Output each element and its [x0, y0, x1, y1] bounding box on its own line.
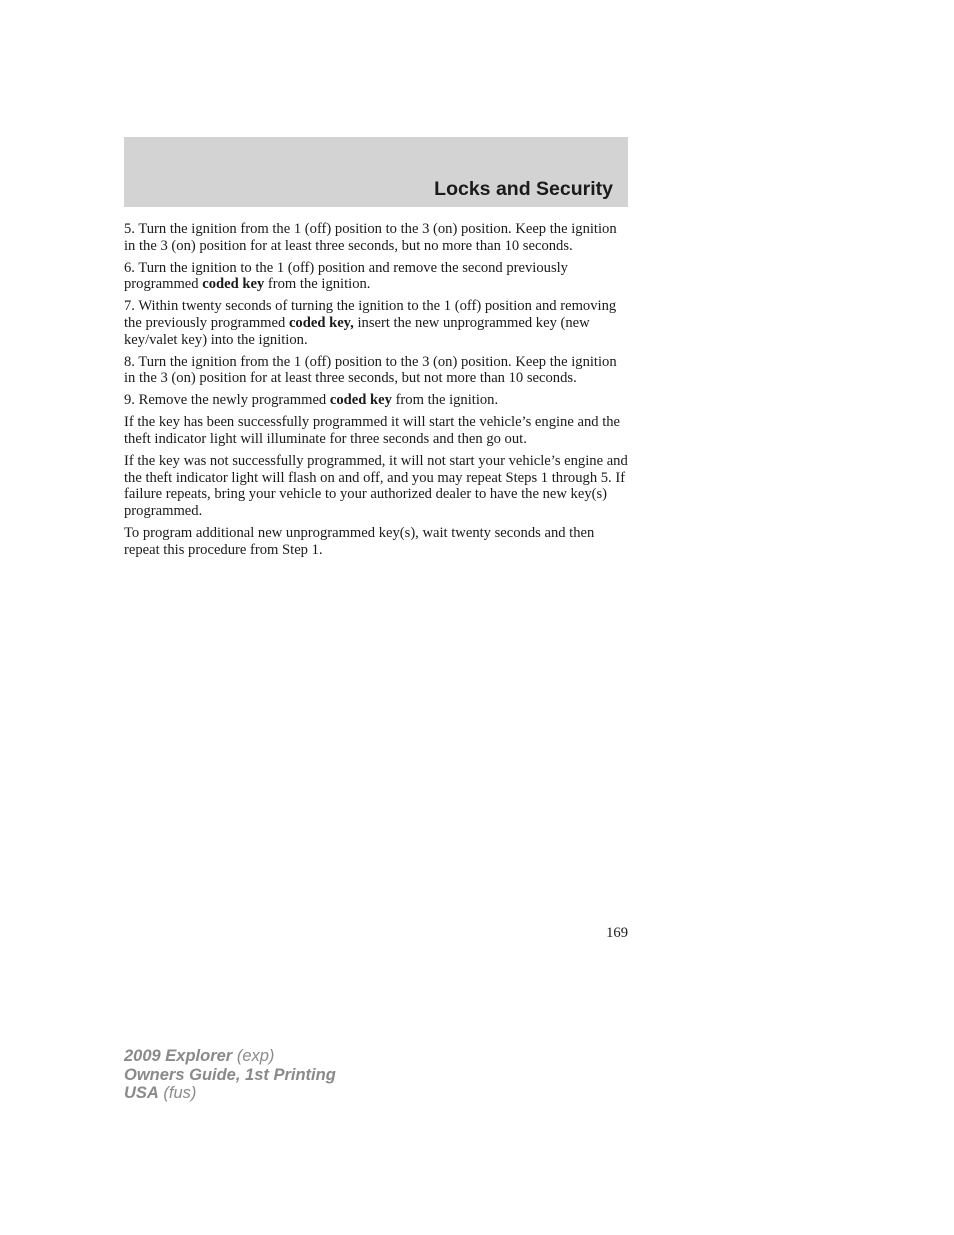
footer-line-model: [124, 1047, 336, 1066]
paragraph-text: To program additional new unprogrammed key(s), wait twenty seconds and then repeat this procedure from Step 1.: [124, 525, 595, 558]
footer-region-code: (fus): [158, 1084, 197, 1102]
paragraph: [124, 260, 628, 293]
bold-term: coded key,: [288, 314, 354, 331]
paragraph-text: 9. Remove the newly programmed: [124, 392, 330, 409]
paragraph: [124, 414, 628, 447]
section-title: Locks and Security: [434, 178, 613, 200]
paragraph-text: If the key has been successfully programmed it will start the vehicle’s engine and the theft indicator light will illuminate for three seconds and then go out.: [124, 414, 621, 448]
footer-model-name: 2009 Explorer: [124, 1047, 233, 1065]
paragraph-text: from the ignition.: [391, 392, 499, 409]
footer-line-region: [124, 1084, 336, 1103]
document-footer: [124, 1047, 336, 1103]
footer-line-guide: [124, 1066, 336, 1085]
body-content: [124, 221, 628, 564]
bold-term: coded key: [202, 276, 265, 293]
paragraph-text: from the ignition.: [264, 276, 371, 293]
footer-model-code: (exp): [232, 1047, 275, 1065]
page-number: 169: [606, 925, 628, 941]
paragraph-text: If the key was not successfully programmed, it will not start your vehicle’s engine and the theft indicator light will flash on and off, and you may repeat Steps 1 through 5. If failure repeats, bring your vehicle to your authorized dealer to have the new key(s) programmed.: [124, 453, 628, 519]
paragraph: [124, 392, 628, 409]
footer-region-name: USA: [124, 1084, 159, 1102]
paragraph-text: 7. Within twenty seconds of turning the ignition to the 1 (off) position and removing the previously programmed: [124, 298, 617, 331]
paragraph-text: 8. Turn the ignition from the 1 (off) position to the 3 (on) position. Keep the ignition in the 3 (on) position for at least three seconds, but not more than 10 seconds.: [124, 353, 617, 387]
paragraph: [124, 525, 628, 558]
paragraph-text: 5. Turn the ignition from the 1 (off) position to the 3 (on) position. Keep the ignition in the 3 (on) position for at least three seconds, but no more than 10 seconds.: [124, 221, 617, 254]
footer-guide-name: Owners Guide, 1st Printing: [124, 1065, 336, 1084]
paragraph-text: 6. Turn the ignition to the 1 (off) position and remove the second previously programmed: [124, 259, 568, 293]
paragraph: [124, 298, 628, 348]
paragraph: [124, 453, 628, 519]
paragraph: [124, 221, 628, 254]
paragraph-text: insert the new unprogrammed key (new key/valet key) into the ignition.: [124, 314, 590, 348]
bold-term: coded key: [329, 392, 392, 409]
section-header-band: [124, 137, 628, 207]
paragraph: [124, 354, 628, 387]
